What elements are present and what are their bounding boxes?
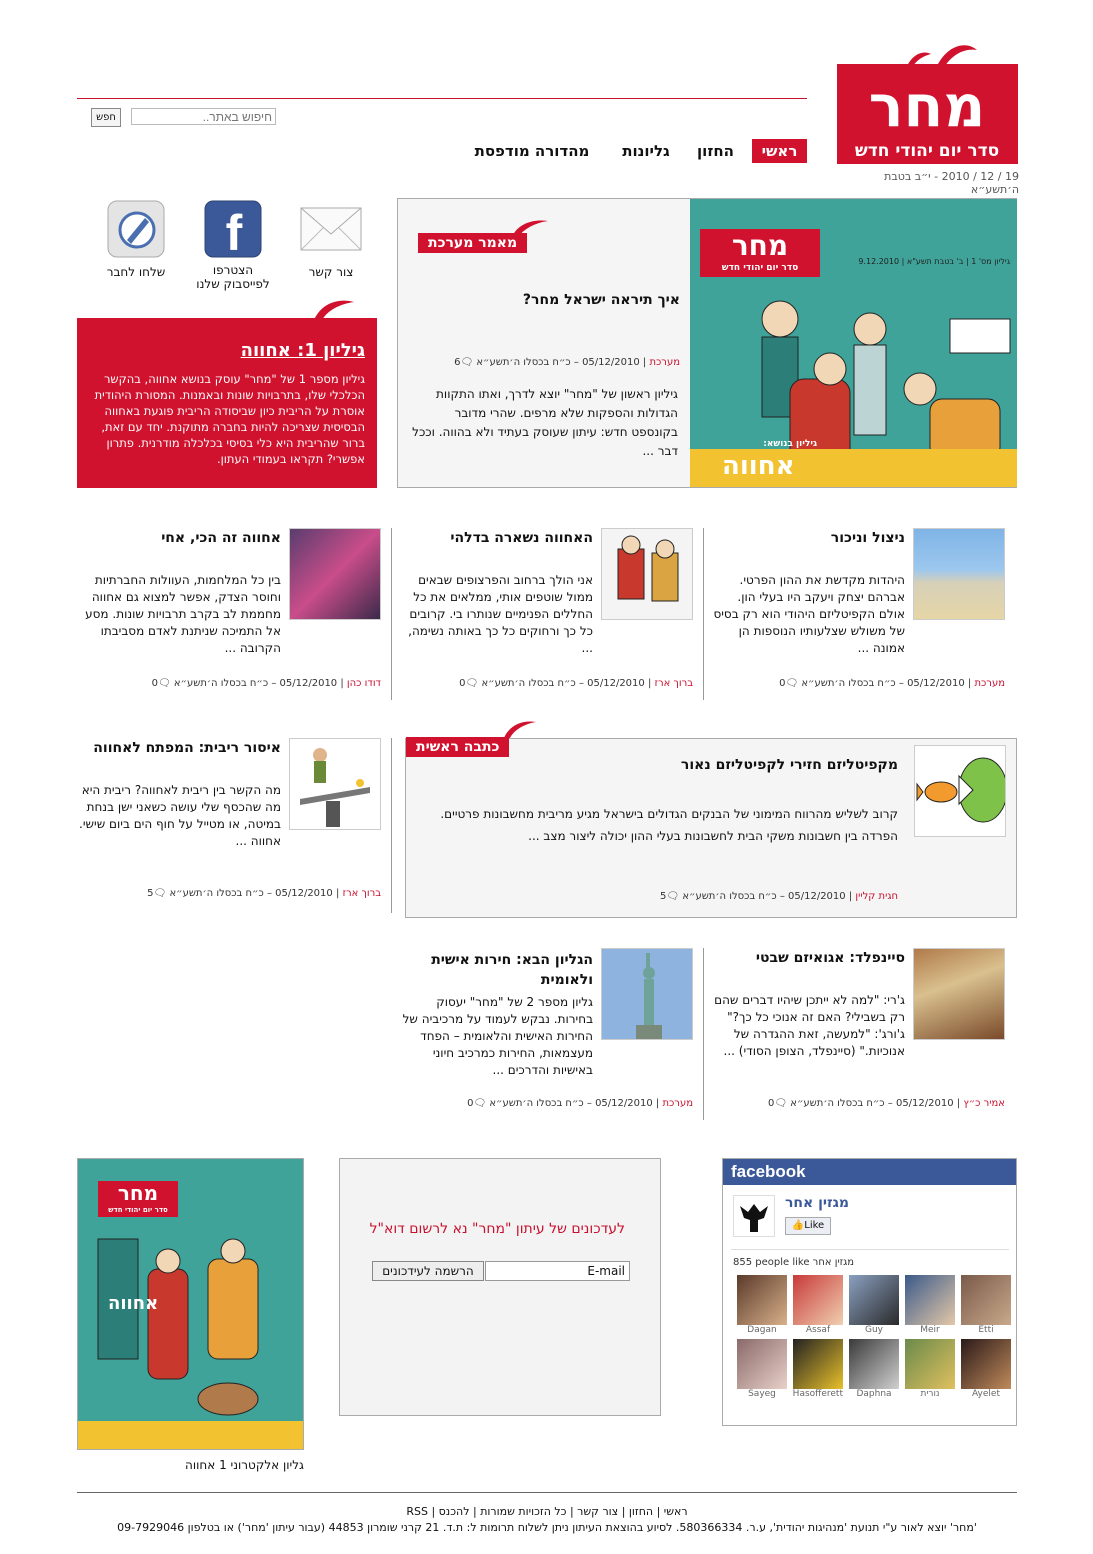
contact-label: צור קשר [308, 265, 354, 279]
feature-text: גיליון ראשון של "מחר" יוצא לדרך, ואתו התקוות הגדולות והספקות שלא מרפים. שהרי מדובר בקונספט חדש: עיתון שעוסק בעתיד ולא בהווה. וככל דבר ... [412, 387, 678, 458]
article-author[interactable]: ברוך ארז [342, 888, 381, 899]
feature-ribbon: מאמר מערכת [418, 233, 527, 253]
fan-item[interactable]: Etti [961, 1275, 1011, 1335]
feature-cover-image[interactable] [690, 199, 1017, 487]
facebook-like-count: 855 people like מגזין אחר [733, 1257, 855, 1268]
page-avatar[interactable] [733, 1195, 775, 1237]
article-headline[interactable]: סיינפלד: אגואיזם שבטי [755, 950, 905, 966]
article-author[interactable]: אמיר כ״ץ [963, 1098, 1005, 1109]
main-story-thumbnail[interactable] [914, 745, 1006, 837]
feature-author[interactable]: מערכת [649, 357, 680, 368]
fan-grid [731, 1275, 1011, 1399]
ebook-topic: אחווה [108, 1293, 159, 1314]
logo-tagline: סדר יום יהודי חדש [854, 141, 1000, 161]
footer-link-home[interactable]: ראשי [663, 1505, 688, 1518]
footer-link-copyright[interactable]: כל הזכויות שמורות [480, 1505, 567, 1518]
newsletter-box [339, 1158, 661, 1416]
article-card [77, 738, 384, 913]
article-card [710, 528, 1017, 700]
facebook-widget [722, 1158, 1017, 1426]
article-headline[interactable]: הגליון הבא: חירות אישית ולאומית [431, 952, 593, 988]
article-text: היהדות מקדשת את ההון הפרטי. אברהם יצחק ויעקב היו בעלי הון. אולם הקפיטליזם היהודי הוא רק בסיס של משולש שצלעותיו הנוספות הן אמונה ... [713, 573, 905, 655]
facebook-join-link[interactable] [190, 200, 276, 291]
fan-item[interactable]: Daphna [849, 1339, 899, 1399]
envelope-icon [299, 200, 363, 256]
header-divider [77, 98, 807, 99]
article-author[interactable]: ברוך ארז [654, 678, 693, 689]
main-story-headline[interactable]: מקפיטליזם חזירי לקפיטליזם נאור [680, 757, 898, 773]
issue-promo[interactable] [77, 318, 377, 488]
site-logo[interactable] [837, 40, 1018, 164]
article-card [398, 528, 698, 700]
column-divider [703, 528, 704, 700]
column-divider [391, 738, 392, 913]
article-comments[interactable]: 0 [467, 1098, 474, 1109]
ebook-illustration [78, 1229, 304, 1450]
article-text: ג'רי: "למה לא ייתכן שיהיו דברים שהם רק בשבילי? האם זה אנוכי כל כך?" ג'ורג': "למעשה, זאת ההגדרה של אנוכיות." (סיינפלד, הצופן הסודי) ... [714, 993, 905, 1058]
newsletter-title: לעדכונים של עיתון "מחר" נא לרשום דוא"ל [369, 1221, 625, 1237]
ebook-cover[interactable] [77, 1158, 304, 1450]
comment-icon[interactable]: 🗨 [785, 678, 799, 689]
facebook-like-button[interactable]: 👍Like [785, 1217, 831, 1235]
article-author[interactable]: מערכת [662, 1098, 693, 1109]
main-story [405, 738, 1017, 918]
footer-link-contact[interactable]: צור קשר [577, 1505, 619, 1518]
article-date: 05/12/2010 – כ״ח בכסלו ה׳תשע״א [489, 1098, 653, 1109]
footer [77, 1504, 1017, 1536]
article-meta: אמיר כ״ץ | 05/12/2010 – כ״ח בכסלו ה׳תשע״א 🗨0 [768, 1098, 1005, 1109]
article-meta: ברוך ארז | 05/12/2010 – כ״ח בכסלו ה׳תשע״א 🗨5 [147, 888, 381, 899]
article-thumbnail[interactable] [289, 738, 381, 830]
logo-title: מחר [868, 72, 986, 140]
search-input[interactable] [131, 108, 276, 125]
main-story-meta: חגית קליין | 05/12/2010 – כ״ח בכסלו ה׳תשע״א 🗨5 [660, 891, 898, 902]
article-headline[interactable]: איסור ריבית: המפתח לאחווה [93, 740, 281, 756]
article-meta: מערכת | 05/12/2010 – כ״ח בכסלו ה׳תשע״א 🗨0 [467, 1098, 693, 1109]
article-comments[interactable]: 0 [768, 1098, 775, 1109]
fan-item[interactable]: Meir [905, 1275, 955, 1335]
feature-comments[interactable]: 6 [454, 357, 461, 368]
article-headline[interactable]: האחווה נשארה בדלהי [450, 530, 593, 546]
facebook-page-name[interactable]: מגזין אחר [785, 1195, 850, 1211]
article-author[interactable]: דודו כהן [346, 678, 381, 689]
footer-divider [77, 1492, 1017, 1493]
subscribe-button[interactable]: הרשמה לעידכונים [372, 1261, 484, 1281]
nav-issues[interactable]: גליונות [622, 142, 670, 160]
svg-text:f: f [225, 205, 243, 258]
footer-text: 'מחר' יוצא לאור ע"י תנועת 'מנהיגות יהודית', ע.ר. 580366334. לסיוע בהוצאת העיתון ניתן לשלוח תרומות ל: ת.ד. 21 קרני שומרון 44853 (עבור עיתון 'מחר') או בטלפון 09-7929046 [117, 1521, 977, 1534]
facebook-header[interactable]: facebook [723, 1159, 1016, 1185]
comment-icon[interactable]: 🗨 [460, 357, 474, 368]
feature-meta: מערכת | 05/12/2010 – כ״ח בכסלו ה׳תשע״א 🗨6 [454, 357, 680, 368]
column-divider [391, 528, 392, 700]
feature-headline[interactable]: איך תיראה ישראל מחר? [522, 292, 680, 308]
main-story-ribbon: כתבה ראשית [406, 737, 509, 757]
article-comments[interactable]: 0 [779, 678, 786, 689]
article-meta: דודו כהן | 05/12/2010 – כ״ח בכסלו ה׳תשע״א 🗨0 [151, 678, 381, 689]
comment-icon[interactable]: 🗨 [774, 1098, 788, 1109]
article-meta: מערכת | 05/12/2010 – כ״ח בכסלו ה׳תשע״א 🗨0 [779, 678, 1005, 689]
article-date: 05/12/2010 – כ״ח בכסלו ה׳תשע״א [169, 888, 333, 899]
article-headline[interactable]: אחווה זה הכי, אחי [161, 530, 281, 546]
main-story-comments[interactable]: 5 [660, 891, 667, 902]
comment-icon[interactable]: 🗨 [157, 678, 171, 689]
article-date: 05/12/2010 – כ״ח בכסלו ה׳תשע״א [801, 678, 965, 689]
footer-links: ראשי | החזון | צור קשר | כל הזכויות שמורות | להכנס | RSS [406, 1505, 688, 1518]
article-comments[interactable]: 0 [459, 678, 466, 689]
main-story-date: 05/12/2010 – כ״ח בכסלו ה׳תשע״א [682, 891, 846, 902]
search-button[interactable]: חפש [91, 108, 121, 127]
article-date: 05/12/2010 – כ״ח בכסלו ה׳תשע״א [481, 678, 645, 689]
comment-icon[interactable]: 🗨 [153, 888, 167, 899]
article-thumbnail[interactable] [601, 948, 693, 1040]
footer-link-vision[interactable]: החזון [628, 1505, 654, 1518]
ebook-caption[interactable]: גליון אלקטרוני 1 אחווה [185, 1458, 304, 1472]
cover-logo: מחר סדר יום יהודי חדש [700, 229, 820, 277]
article-text: אני הולך ברחוב והפרצופים שבאים ממול שוטפים אותי, ממלאים את כל החללים הפנימיים שנותרו בי. קרובים כל כך ורחוקים כל כך באותה נשימה, ... [408, 573, 593, 655]
article-text: גליון מספר 2 של "מחר" יעסוק בחירות. נבקש לעמוד על מרכיביה של החירות האישית והלאומית – הפחד מעצמאות, החירות כמרכיב חיוני באישיות והדרכים ... [402, 995, 593, 1077]
article-thumbnail[interactable] [913, 948, 1005, 1040]
article-card [77, 528, 384, 700]
fan-item[interactable]: Hasofferett [793, 1339, 843, 1399]
cover-topic-small: גיליון בנושא: [763, 439, 817, 449]
nav-print-edition[interactable]: מהדורה מודפסת [474, 142, 590, 160]
article-thumbnail[interactable] [601, 528, 693, 620]
ebook-cover-logo: מחר סדר יום יהודי חדש [98, 1181, 178, 1217]
article-text: בין כל המלחמות, העוולות החברתיות וחוסר הצדק, אפשר למצוא גם אחווה מחממת לב בקרב תרבויות שונות. מסע אל התמיכה שניתנת לאדם מסביבתו הקרובה ... [85, 573, 281, 655]
fan-item[interactable]: Ayelet [961, 1339, 1011, 1399]
article-text: מה הקשר בין ריבית לאחווה? ריבית היא מה שהכסף שלי עושה כשאני ישן בנחת במיטה, או מטייל על חוף הים ביום שישי. אחווה ... [79, 783, 281, 848]
article-comments[interactable]: 5 [147, 888, 154, 899]
article-comments[interactable]: 0 [151, 678, 158, 689]
fan-item[interactable]: נורית [905, 1339, 955, 1399]
thumbs-up-icon: 👍 [791, 1220, 805, 1231]
cover-topic: אחווה [722, 451, 795, 481]
fan-item[interactable]: Dagan [737, 1275, 787, 1335]
fan-item[interactable]: Sayeg [737, 1339, 787, 1399]
column-divider [703, 948, 704, 1120]
promo-title[interactable]: גיליון 1: אחווה [240, 340, 365, 361]
promo-text: גיליון מספר 1 של "מחר" עוסק בנושא אחווה, בהקשר הכלכלי שלו, בתרבויות שונות ובאמנות. המסורת היהודית אוסרת על הריבית כיון שביסודה הריבית פוגעת באחווה הבסיסית שצריכה להיות בחברה מתוקנת. יחד עם זאת, ברור שהריבית היא כלי בסיסי בכלכלה מודרנית. פתרון אפשרי? תקראו בעמודי העתון. [94, 372, 365, 466]
facebook-join-label: הצטרפו לפייסבוק שלנו [196, 263, 270, 291]
send-to-friend-link[interactable] [100, 200, 172, 279]
comment-icon[interactable]: 🗨 [473, 1098, 487, 1109]
article-author[interactable]: מערכת [974, 678, 1005, 689]
main-story-author[interactable]: חגית קליין [855, 891, 898, 902]
feature-article [397, 198, 1017, 488]
pencil-icon [107, 200, 165, 258]
article-thumbnail[interactable] [289, 528, 381, 620]
article-date: 05/12/2010 – כ״ח בכסלו ה׳תשע״א [790, 1098, 954, 1109]
email-input[interactable]: E-mail [485, 1261, 630, 1281]
fan-item[interactable]: Guy [849, 1275, 899, 1335]
main-story-text: קרוב לשליש מהרווח המימוני של הבנקים הגדולים בישראל מגיע מריבית מחשבונות פרטיים. הפרדה בין חשבונות משקי הבית לחשבונות בעלי ההון יכולה ליצור מצב ... [440, 807, 898, 843]
comment-icon[interactable]: 🗨 [666, 891, 680, 902]
nav-vision[interactable]: החזון [697, 142, 734, 160]
article-thumbnail[interactable] [913, 528, 1005, 620]
divider [731, 1249, 1009, 1250]
article-card [398, 948, 698, 1120]
contact-link[interactable] [296, 200, 366, 279]
cover-issue-info: גיליון מס' 1 | ב' בטבת תשע"א | 9.12.2010 [858, 257, 1010, 266]
facebook-icon [204, 200, 262, 258]
article-card [710, 948, 1017, 1120]
nav-home[interactable]: ראשי [752, 139, 807, 163]
article-date: 05/12/2010 – כ״ח בכסלו ה׳תשע״א [173, 678, 338, 689]
comment-icon[interactable]: 🗨 [465, 678, 479, 689]
footer-link-rss[interactable]: RSS [406, 1505, 428, 1518]
send-to-friend-label: שלחו לחבר [106, 265, 166, 279]
feature-date: 05/12/2010 – כ״ח בכסלו ה׳תשע״א [476, 357, 640, 368]
footer-link-login[interactable]: להכנס [438, 1505, 470, 1518]
article-meta: ברוך ארז | 05/12/2010 – כ״ח בכסלו ה׳תשע״א 🗨0 [459, 678, 693, 689]
fan-item[interactable]: Assaf [793, 1275, 843, 1335]
article-headline[interactable]: ניצול וניכור [830, 530, 905, 546]
current-date: 19 / 12 / 2010 - י״ב בטבת ה׳תשע״א [884, 170, 1019, 196]
